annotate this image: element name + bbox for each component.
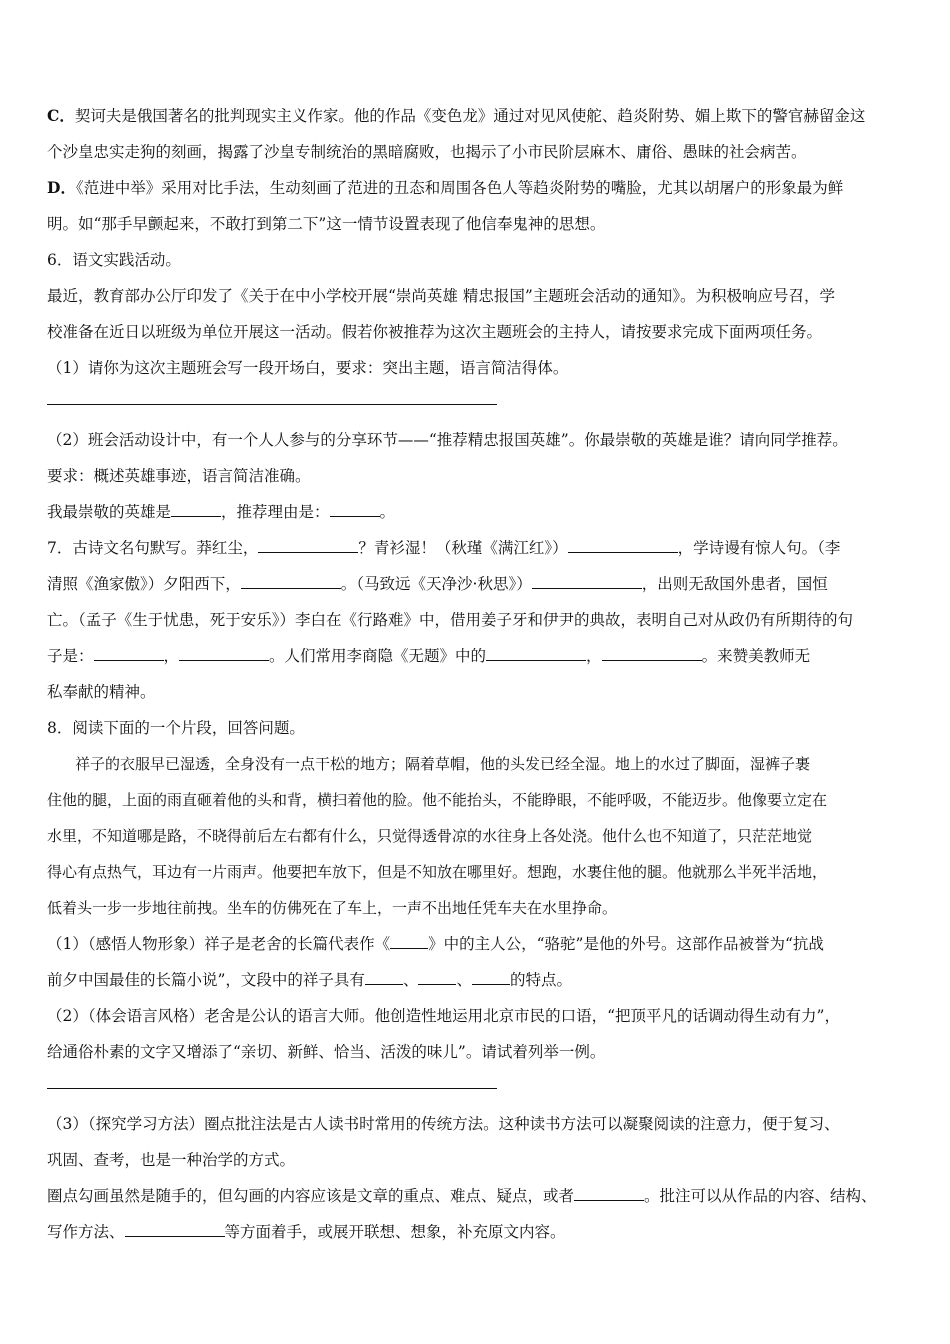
hero-name-blank[interactable] — [171, 500, 221, 517]
q8-sub3-line-4 — [47, 1214, 909, 1250]
q6-task-2-line-2: 要求：概述英雄事迹，语言简洁准确。 — [47, 467, 311, 485]
passage-line-1: 祥子的衣服早已湿透，全身没有一点干松的地方；隔着草帽，他的头发已经全湿。地上的水过了脚面，湿裤子裹 — [75, 755, 811, 773]
answer-rule — [47, 1088, 497, 1089]
q8-sub2-answer-line[interactable] — [47, 1070, 909, 1106]
q8-sub1-line-1 — [47, 926, 909, 962]
q8-s1-e: 、 — [456, 971, 472, 989]
q7-blank-4[interactable] — [532, 572, 642, 589]
q7-l1-c: ，学诗谩有惊人句。（李 — [677, 539, 841, 557]
q7-blank-3[interactable] — [241, 572, 341, 589]
q8-sub3-line-3 — [47, 1178, 909, 1214]
q7-l2-b: 。（马致远《天净沙·秋思》） — [340, 575, 532, 593]
option-c-line-1 — [47, 98, 909, 134]
q8-title: 8．阅读下面的一个片段，回答问题。 — [47, 719, 305, 737]
hero-mid: ，推荐理由是： — [221, 503, 330, 521]
annotation-blank-2[interactable] — [125, 1220, 225, 1237]
q7-l2-c: ，出则无敌国外患者，国恒 — [641, 575, 828, 593]
q7-blank-5[interactable] — [94, 644, 164, 661]
q8-s1-c: 前夕中国最佳的长篇小说”，文段中的祥子具有 — [47, 971, 365, 989]
trait-blank-3[interactable] — [472, 968, 510, 985]
q8-s1-a: （1）（感悟人物形象）祥子是老舍的长篇代表作《 — [47, 935, 391, 953]
exam-page — [47, 98, 909, 1250]
option-c-text-1: 契诃夫是俄国著名的批判现实主义作家。他的作品《变色龙》通过对见风使舵、趋炎附势、媚上欺下的警官赫留金这 — [74, 107, 866, 125]
q8-s3-l4-b: 等方面着手，或展开联想、想象，补充原文内容。 — [224, 1223, 566, 1241]
q7-blank-2[interactable] — [568, 536, 678, 553]
passage-line-3: 水里，不知道哪是路，不晓得前后左右都有什么，只觉得透骨凉的水往身上各处浇。他什么也不知道了，只茫茫地觉 — [47, 827, 813, 845]
passage-line-4: 得心有点热气，耳边有一片雨声。他要把车放下，但是不知放在哪里好。想跑，水裹住他的腿。他就那么半死半活地， — [47, 863, 828, 881]
q7-line-4 — [47, 638, 909, 674]
answer-rule — [47, 404, 497, 405]
q7-line-1 — [47, 530, 909, 566]
q7-l4-e: 。来赞美教师无 — [701, 647, 811, 665]
q7-l4-c: 。人们常用李商隐《无题》中的 — [269, 647, 487, 665]
q7-line-2 — [47, 566, 909, 602]
option-d-text-1: 《范进中举》采用对比手法，生动刻画了范进的丑态和周围各色人等趋炎附势的嘴脸，尤其以胡屠户的形象最为鲜 — [75, 179, 844, 197]
q6-hero-line — [47, 494, 909, 530]
q7-blank-7[interactable] — [486, 644, 586, 661]
hero-end: 。 — [379, 503, 396, 521]
passage-line-2: 住他的腿，上面的雨直砸着他的头和背，横扫着他的脸。他不能抬头，不能睁眼，不能呼吸，不能迈步。他像要立定在 — [47, 791, 828, 809]
q7-blank-1[interactable] — [258, 536, 358, 553]
option-c-line-2: 个沙皇忠实走狗的刻画，揭露了沙皇专制统治的黑暗腐败，也揭示了小市民阶层麻木、庸俗、愚昧的社会病苦。 — [47, 143, 807, 161]
q6-intro-2: 校准备在近日以班级为单位开展这一活动。假若你被推荐为这次主题班会的主持人，请按要求完成下面两项任务。 — [47, 323, 823, 341]
q7-l2-a: 清照《渔家傲》）夕阳西下， — [47, 575, 241, 593]
q8-sub1-line-2 — [47, 962, 909, 998]
option-c-label: C． — [47, 106, 75, 125]
q6-task-1-answer-line[interactable] — [47, 386, 909, 422]
q6-task-2-line-1: （2）班会活动设计中，有一个人人参与的分享环节——“推荐精忠报国英雄”。你最崇敬的英雄是谁？请向同学推荐。 — [47, 431, 848, 449]
q6-title: 6．语文实践活动。 — [47, 251, 181, 269]
annotation-blank-1[interactable] — [574, 1184, 644, 1201]
trait-blank-2[interactable] — [418, 968, 456, 985]
q8-sub2-line-1: （2）（体会语言风格）老舍是公认的语言大师。他创造性地运用北京市民的口语，“把顶平凡的话调动得生动有力”， — [47, 1007, 840, 1025]
q7-blank-8[interactable] — [602, 644, 702, 661]
q7-l1-b: ？青衫湿！（秋瑾《满江红》） — [358, 539, 568, 557]
q7-l4-b: ， — [163, 647, 180, 665]
q7-l1-a: 7．古诗文名句默写。莽红尘， — [47, 539, 259, 557]
novel-title-blank[interactable] — [390, 932, 428, 949]
q7-line-3: 亡。（孟子《生于忧患，死于安乐》）李白在《行路难》中，借用姜子牙和伊尹的典故，表明自己对从政仍有所期待的句 — [47, 611, 854, 629]
q6-intro-1: 最近，教育部办公厅印发了《关于在中小学校开展“崇尚英雄 精忠报国”主题班会活动的通知》。为积极响应号召，学 — [47, 287, 836, 305]
q8-sub3-line-1: （3）（探究学习方法）圈点批注法是古人读书时常用的传统方法。这种读书方法可以凝聚阅读的注意力，便于复习、 — [47, 1115, 840, 1133]
q8-s3-l3-b: 。批注可以从作品的内容、结构、 — [644, 1187, 877, 1205]
q8-sub3-line-2: 巩固、查考，也是一种治学的方式。 — [47, 1151, 296, 1169]
option-d-label: D． — [47, 178, 76, 197]
q6-task-1: （1）请你为这次主题班会写一段开场白，要求：突出主题，语言简洁得体。 — [47, 359, 569, 377]
q8-s3-l4-a: 写作方法、 — [47, 1223, 125, 1241]
q8-s1-f: 的特点。 — [509, 971, 572, 989]
q8-s1-d: 、 — [402, 971, 419, 989]
option-d-line-2: 明。如“那手早颤起来，不敢打到第二下”这一情节设置表现了他信奉鬼神的思想。 — [47, 215, 606, 233]
hero-prefix: 我最崇敬的英雄是 — [47, 503, 172, 521]
q8-s3-l3-a: 圈点勾画虽然是随手的，但勾画的内容应该是文章的重点、难点、疑点，或者 — [47, 1187, 575, 1205]
trait-blank-1[interactable] — [365, 968, 403, 985]
q7-l4-d: ， — [586, 647, 602, 665]
q8-sub2-line-2: 给通俗朴素的文字又增添了“亲切、新鲜、恰当、活泼的味儿”。请试着列举一例。 — [47, 1043, 606, 1061]
passage-line-5: 低着头一步一步地往前拽。坐车的仿佛死在了车上，一声不出地任凭车夫在水里挣命。 — [47, 899, 618, 917]
hero-reason-blank[interactable] — [330, 500, 380, 517]
q7-l4-a: 子是： — [47, 647, 94, 665]
option-d-line-1 — [47, 170, 909, 206]
q7-blank-6[interactable] — [179, 644, 269, 661]
q8-s1-b: 》中的主人公，“骆驼”是他的外号。这部作品被誉为“抗战 — [428, 935, 824, 953]
q7-line-5: 私奉献的精神。 — [47, 683, 156, 701]
